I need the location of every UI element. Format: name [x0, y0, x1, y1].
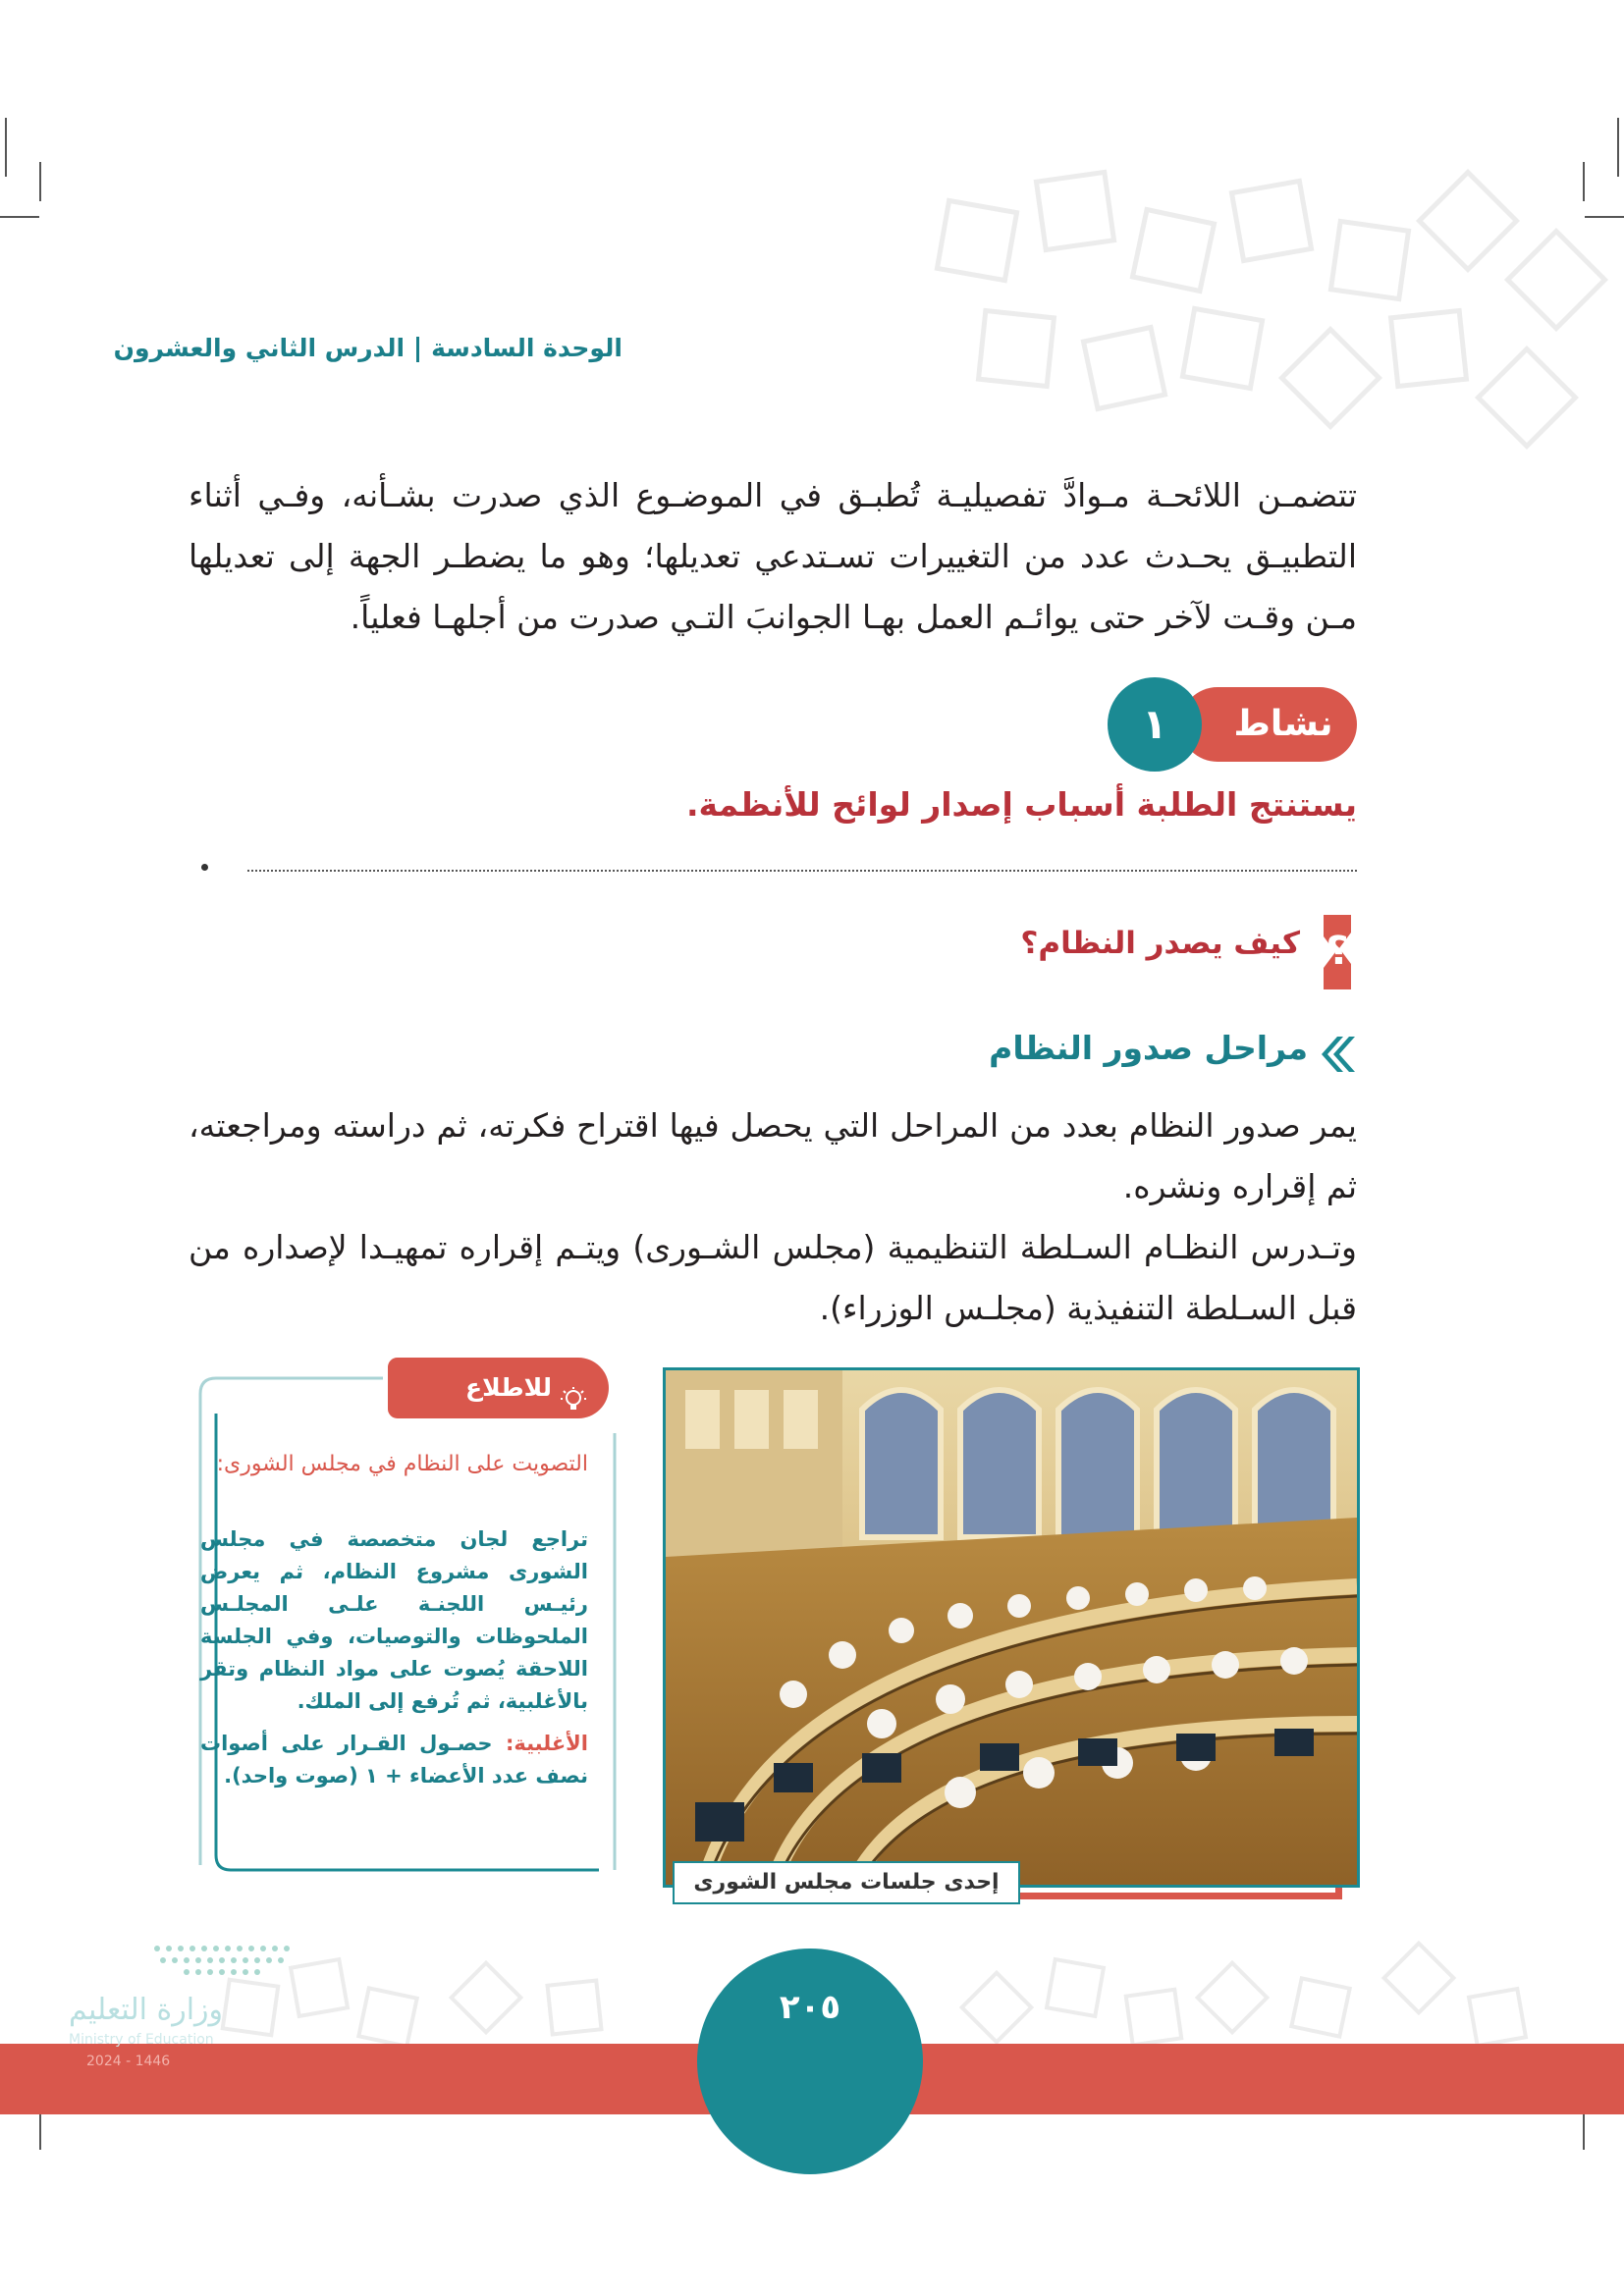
- info-definition: [200, 1728, 588, 1792]
- council-chamber-illustration: [666, 1370, 1357, 1885]
- answer-line-dot: [201, 864, 208, 871]
- info-term: الأغلبية:: [505, 1732, 588, 1755]
- section-paragraph-2: وتـدرس النظـام السـلطة التنظيمية (مجلس الشـورى) ويتـم إقراره تمهيـدا لإصداره من قبل السـلطة التنفيذية (مجلـس الوزراء).: [189, 1228, 1357, 1327]
- edition-year: 2024 - 1446: [86, 2054, 171, 2069]
- activity-number-circle: [1108, 677, 1202, 772]
- info-definition-text: حصـول القـرار على أصوات نصف عدد الأعضاء + ١ (صوت واحد).: [200, 1732, 588, 1788]
- section-paragraph-1: يمر صدور النظام بعدد من المراحل التي يحصل فيها اقتراح فكرته، ثم دراسته ومراجعته، ثم إقراره ونشره.: [189, 1106, 1357, 1205]
- unit-lesson-header: [112, 334, 623, 362]
- unit-label: الوحدة السادسة: [431, 334, 623, 362]
- info-body: تراجع لجان متخصصة في مجلس الشورى مشروع النظام، ثم يعرض رئيـس اللجنـة علـى المجلـس الملحوظات والتوصيات، وفي الجلسة اللاحقة يُصوت على مواد النظام وتقر بالأغلبية، ثم تُرفع إلى الملك.: [200, 1527, 588, 1713]
- info-heading: التصويت على النظام في مجلس الشورى:: [216, 1452, 588, 1476]
- activity-number: ١: [1142, 700, 1167, 748]
- ministry-name: وزارة التعليم: [69, 1993, 224, 2027]
- svg-text:؟: ؟: [1326, 929, 1349, 974]
- question-mark-icon: [1318, 913, 1357, 991]
- section-title: مراحل صدور النظام: [989, 1029, 1308, 1067]
- info-tab: [388, 1358, 609, 1418]
- ministry-logo-icon: [147, 1939, 304, 1988]
- page-number: ٢٠٥: [779, 1988, 841, 2027]
- decorative-pattern-top: [923, 167, 1624, 481]
- header-separator: [416, 337, 419, 362]
- activity-badge: [1180, 687, 1357, 762]
- shura-council-photo: [663, 1367, 1360, 1888]
- answer-line[interactable]: [247, 870, 1357, 872]
- photo-caption: إحدى جلسات مجلس الشورى: [673, 1861, 1020, 1904]
- info-tab-label: للاطلاع: [465, 1373, 552, 1402]
- lesson-label: الدرس الثاني والعشرون: [113, 334, 406, 362]
- ministry-name-en: Ministry of Education: [69, 2032, 214, 2048]
- activity-text: يستنتج الطلبة أسباب إصدار لوائح للأنظمة.: [686, 785, 1357, 824]
- lightbulb-icon: [560, 1375, 587, 1403]
- intro-paragraph: تتضمـن اللائحـة مـوادَّ تفصيليـة تُطبـق في الموضـوع الذي صدرت بشـأنه، وفـي أثناء التطبيـق يحـدث عدد من التغييرات تسـتدعي تعديلها؛ وهو ما يضطـر الجهة إلى تعديلها مـن وقـت لآخر حتى يوائـم العمل بهـا الجوانبَ التـي صدرت من أجلهـا فعلياً.: [189, 476, 1357, 636]
- activity-label: نشاط: [1233, 704, 1333, 744]
- double-chevron-icon: [1318, 1033, 1357, 1076]
- page-number-badge: [697, 1949, 923, 2174]
- question-title: كيف يصدر النظام؟: [1020, 926, 1300, 961]
